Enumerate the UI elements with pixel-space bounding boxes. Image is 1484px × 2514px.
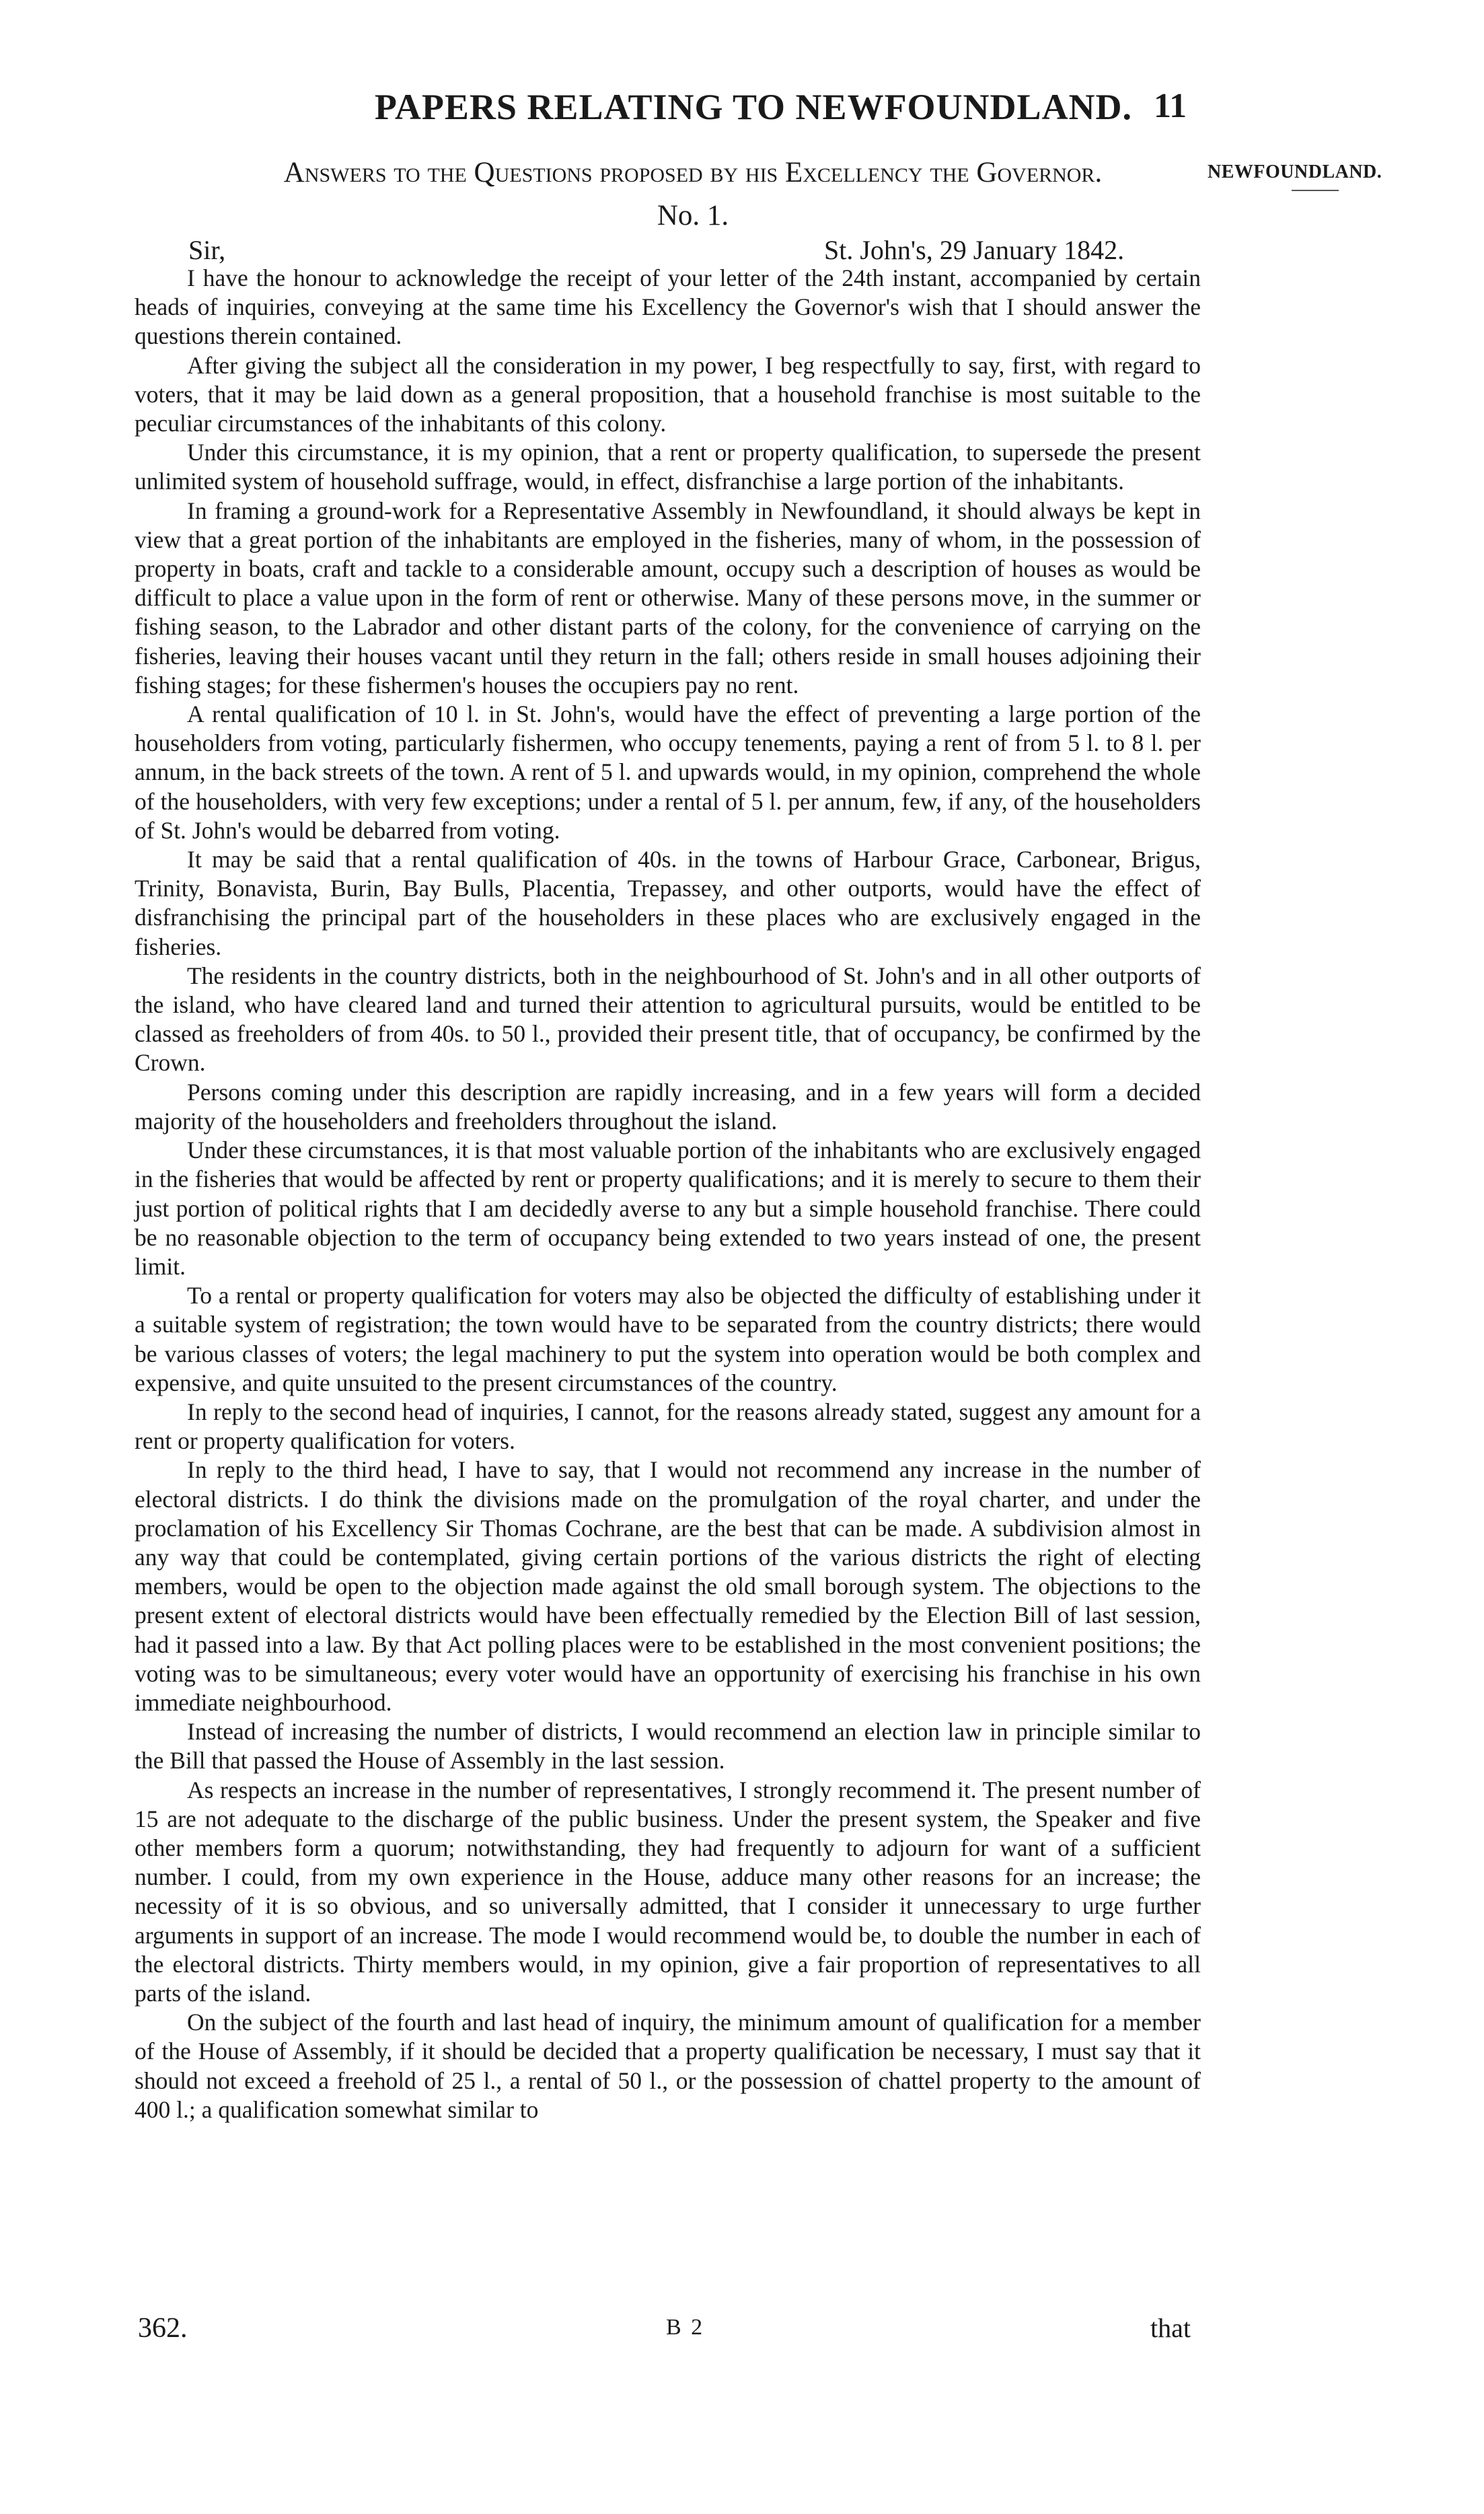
- dateline: St. John's, 29 January 1842.: [824, 235, 1125, 265]
- signature-mark: B 2: [666, 2315, 705, 2340]
- catchword: that: [1150, 2313, 1191, 2343]
- paragraph: I have the honour to acknowledge the receipt of your letter of the 24th instant, accompanied by certain heads of inquiries, conveying at the same time his Excellency the Governor's wish that I should answer the questions therein contained.: [135, 264, 1201, 350]
- sessional-paper-number: 362.: [138, 2313, 188, 2344]
- page-number: 11: [1154, 87, 1187, 125]
- paragraph: On the subject of the fourth and last head of inquiry, the minimum amount of qualification for a member of the House of Assembly, if it should be decided that a property qualification be necessary, I must say that it should not exceed a freehold of 25 l., a rental of 50 l., or the possession of chattel property to the amount of 400 l.; a qualification somewhat similar to: [135, 2009, 1201, 2123]
- paragraph: Under this circumstance, it is my opinion, that a rent or property qualification, to supersede the present unlimited system of household suffrage, would, in effect, disfranchise a large portion of the inhabitants.: [135, 439, 1201, 495]
- paragraph: Instead of increasing the number of districts, I would recommend an election law in principle similar to the Bill that passed the House of Assembly in the last session.: [135, 1718, 1201, 1774]
- paragraph: Under these circumstances, it is that most valuable portion of the inhabitants who are exclusively engaged in the fisheries that would be affected by rent or property qualifications; and it is merely to secure to them their just portion of political rights that I am decidedly averse to any but a simple household franchise. There could be no reasonable objection to the term of occupancy being extended to two years instead of one, the present limit.: [135, 1137, 1201, 1280]
- paragraph: It may be said that a rental qualification of 40s. in the towns of Harbour Grace, Carbonear, Brigus, Trinity, Bonavista, Burin, Bay Bulls, Placentia, Trepassey, and other outports, would have the effect of disfranchising the principal part of the householders in these places who are exclusively engaged in the fisheries.: [135, 846, 1201, 960]
- document-title: Answers to the Questions proposed by his Excellency the Governor.: [283, 157, 1103, 188]
- paragraph: In reply to the third head, I have to say, that I would not recommend any increase in the number of electoral districts. I do think the divisions made on the promulgation of the royal charter, and under the proclamation of his Excellency Sir Thomas Cochrane, are the best that can be made. A subdivision almost in any way that could be contemplated, giving certain portions of the various districts the right of electing members, would be open to the objection made against the old small borough system. The objections to the present extent of electoral districts would have been effectually remedied by the Election Bill of last session, had it passed into a law. By that Act polling places were to be established in the most convenient positions; the voting was to be simultaneous; every voter would have an opportunity of exercising his franchise in his own immediate neighbourhood.: [135, 1456, 1201, 1716]
- paragraph: A rental qualification of 10 l. in St. John's, would have the effect of preventing a large portion of the householders from voting, particularly fishermen, who occupy tenements, paying a rent of from 5 l. to 8 l. per annum, in the back streets of the town. A rent of 5 l. and upwards would, in my opinion, comprehend the whole of the householders, with very few exceptions; under a rental of 5 l. per annum, few, if any, of the householders of St. John's would be debarred from voting.: [135, 701, 1201, 844]
- document-number: No. 1.: [657, 200, 729, 231]
- paragraph: To a rental or property qualification for voters may also be objected the difficulty of establishing under it a suitable system of registration; the town would have to be separated from the country districts; there would be various classes of voters; the legal machinery to put the system into operation would be both complex and expensive, and quite unsuited to the present circumstances of the country.: [135, 1282, 1201, 1396]
- letter-body: [135, 264, 1201, 2124]
- paragraph: In reply to the second head of inquiries, I cannot, for the reasons already stated, suggest any amount for a rent or property qualification for voters.: [135, 1398, 1201, 1455]
- salutation: Sir,: [188, 235, 226, 265]
- paragraph: After giving the subject all the consideration in my power, I beg respectfully to say, first, with regard to voters, that it may be laid down as a general proposition, that a household franchise is most suitable to the peculiar circumstances of the inhabitants of this colony.: [135, 351, 1201, 437]
- paragraph: In framing a ground-work for a Representative Assembly in Newfoundland, it should always be kept in view that a great portion of the inhabitants are employed in the fisheries, many of whom, in the possession of property in boats, craft and tackle to a considerable amount, occupy such a description of houses as would be difficult to place a value upon in the form of rent or otherwise. Many of these persons move, in the summer or fishing season, to the Labrador and other distant parts of the colony, for the convenience of carrying on the fisheries, leaving their houses vacant until they return in the fall; others reside in small houses adjoining their fishing stages; for these fishermen's houses the occupiers pay no rent.: [135, 497, 1201, 698]
- paragraph: As respects an increase in the number of representatives, I strongly recommend it. The present number of 15 are not adequate to the discharge of the public business. Under the present system, the Speaker and five other members form a quorum; notwithstanding, they had frequently to adjourn for want of a sufficient number. I could, from my own experience in the House, adduce many other reasons for an increase; the necessity of it is so obvious, and so universally admitted, that I consider it unnecessary to urge further arguments in support of an increase. The mode I would recommend would be, to double the number in each of the electoral districts. Thirty members would, in my opinion, give a fair proportion of representatives to all parts of the island.: [135, 1776, 1201, 2007]
- paragraph: Persons coming under this description are rapidly increasing, and in a few years will form a decided majority of the householders and freeholders throughout the island.: [135, 1078, 1201, 1135]
- running-title: PAPERS RELATING TO NEWFOUNDLAND.: [374, 87, 1133, 127]
- paragraph: The residents in the country districts, both in the neighbourhood of St. John's and in all other outports of the island, who have cleared land and turned their attention to agricultural pursuits, would be entitled to be classed as freeholders of from 40s. to 50 l., provided their present title, that of occupancy, be confirmed by the Crown.: [135, 962, 1201, 1077]
- side-rule-divider: [1292, 190, 1339, 191]
- side-label: NEWFOUNDLAND.: [1208, 161, 1382, 182]
